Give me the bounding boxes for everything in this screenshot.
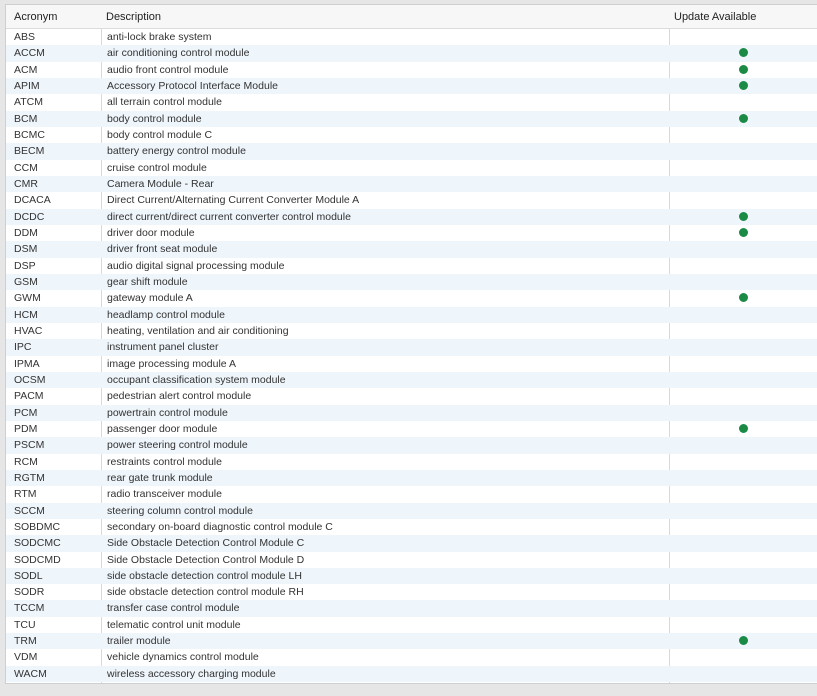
- acronym-cell: APIM: [14, 79, 40, 92]
- acronym-cell: SCCM: [14, 504, 45, 517]
- module-update-table: [5, 4, 817, 684]
- description-cell: audio digital signal processing module: [107, 259, 285, 272]
- table-row[interactable]: [6, 372, 817, 388]
- table-row[interactable]: [6, 62, 817, 78]
- acronym-cell: DSP: [14, 259, 36, 272]
- description-cell: rear gate trunk module: [107, 471, 213, 484]
- acronym-cell: DCACA: [14, 194, 51, 207]
- table-row[interactable]: [6, 552, 817, 568]
- description-cell: air conditioning control module: [107, 47, 250, 60]
- description-cell: direct current/direct current converter control module: [107, 210, 351, 223]
- acronym-cell: BCMC: [14, 128, 45, 141]
- table-row[interactable]: [6, 143, 817, 159]
- table-body: [6, 29, 817, 682]
- table-row[interactable]: [6, 176, 817, 192]
- acronym-cell: PSCM: [14, 439, 45, 452]
- table-row[interactable]: [6, 241, 817, 257]
- acronym-cell: HVAC: [14, 324, 43, 337]
- description-cell: transfer case control module: [107, 602, 240, 615]
- description-cell: battery energy control module: [107, 145, 246, 158]
- header-update-available[interactable]: Update Available: [674, 11, 757, 23]
- table-row[interactable]: [6, 584, 817, 600]
- acronym-cell: DCDC: [14, 210, 45, 223]
- update-available-indicator-icon: [739, 48, 748, 57]
- table-row[interactable]: [6, 209, 817, 225]
- description-cell: radio transceiver module: [107, 488, 222, 501]
- description-cell: image processing module A: [107, 357, 236, 370]
- acronym-cell: GWM: [14, 292, 41, 305]
- table-row[interactable]: [6, 617, 817, 633]
- description-cell: wireless accessory charging module: [107, 667, 276, 680]
- acronym-cell: DSM: [14, 243, 38, 256]
- table-row[interactable]: [6, 290, 817, 306]
- table-row[interactable]: [6, 633, 817, 649]
- acronym-cell: TCCM: [14, 602, 45, 615]
- update-available-indicator-icon: [739, 424, 748, 433]
- description-cell: Direct Current/Alternating Current Converter Module A: [107, 194, 360, 207]
- update-available-indicator-icon: [739, 293, 748, 302]
- table-row[interactable]: [6, 45, 817, 61]
- table-row[interactable]: [6, 258, 817, 274]
- acronym-cell: RGTM: [14, 471, 45, 484]
- update-available-indicator-icon: [739, 212, 748, 221]
- description-cell: restraints control module: [107, 455, 222, 468]
- table-row[interactable]: [6, 192, 817, 208]
- acronym-cell: PACM: [14, 390, 44, 403]
- table-row[interactable]: [6, 127, 817, 143]
- update-available-indicator-icon: [739, 228, 748, 237]
- table-row[interactable]: [6, 307, 817, 323]
- acronym-cell: ABS: [14, 31, 36, 43]
- description-cell: all terrain control module: [107, 96, 222, 109]
- table-row[interactable]: [6, 437, 817, 453]
- description-cell: instrument panel cluster: [107, 341, 219, 354]
- acronym-cell: IPMA: [14, 357, 40, 370]
- acronym-cell: GSM: [14, 275, 38, 288]
- description-cell: telematic control unit module: [107, 618, 241, 631]
- update-available-indicator-icon: [739, 114, 748, 123]
- acronym-cell: ACM: [14, 63, 38, 76]
- update-available-indicator-icon: [739, 65, 748, 74]
- description-cell: body control module C: [107, 128, 213, 141]
- table-row[interactable]: [6, 503, 817, 519]
- acronym-cell: CMR: [14, 177, 38, 190]
- description-cell: secondary on-board diagnostic control module C: [107, 520, 333, 533]
- table-row[interactable]: [6, 356, 817, 372]
- description-cell: Accessory Protocol Interface Module: [107, 79, 278, 92]
- acronym-cell: BCM: [14, 112, 38, 125]
- acronym-cell: SODR: [14, 586, 45, 599]
- table-row[interactable]: [6, 519, 817, 535]
- description-cell: pedestrian alert control module: [107, 390, 252, 403]
- description-cell: Camera Module - Rear: [107, 177, 214, 190]
- table-row[interactable]: [6, 274, 817, 290]
- description-cell: heating, ventilation and air conditioning: [107, 324, 289, 337]
- update-available-indicator-icon: [739, 636, 748, 645]
- table-row[interactable]: [6, 29, 817, 45]
- acronym-cell: OCSM: [14, 373, 46, 386]
- table-row[interactable]: [6, 568, 817, 584]
- description-cell: cruise control module: [107, 161, 207, 174]
- table-row[interactable]: [6, 78, 817, 94]
- description-cell: Side Obstacle Detection Control Module D: [107, 553, 305, 566]
- header-description[interactable]: Description: [106, 11, 162, 23]
- acronym-cell: SODCMC: [14, 537, 61, 550]
- table-row[interactable]: [6, 94, 817, 110]
- table-header: [6, 5, 817, 29]
- acronym-cell: WACM: [14, 667, 47, 680]
- acronym-cell: IPC: [14, 341, 32, 354]
- table-row[interactable]: [6, 160, 817, 176]
- acronym-cell: SODCMD: [14, 553, 61, 566]
- description-cell: audio front control module: [107, 63, 229, 76]
- description-cell: occupant classification system module: [107, 373, 286, 386]
- acronym-cell: SODL: [14, 569, 43, 582]
- description-cell: steering column control module: [107, 504, 253, 517]
- acronym-cell: VDM: [14, 651, 38, 664]
- table-row[interactable]: [6, 649, 817, 665]
- description-cell: trailer module: [107, 635, 171, 648]
- description-cell: anti-lock brake system: [107, 31, 212, 43]
- acronym-cell: PDM: [14, 422, 38, 435]
- description-cell: powertrain control module: [107, 406, 228, 419]
- description-cell: gear shift module: [107, 275, 188, 288]
- description-cell: passenger door module: [107, 422, 218, 435]
- header-acronym[interactable]: Acronym: [14, 11, 58, 23]
- acronym-cell: RTM: [14, 488, 37, 501]
- table-row[interactable]: [6, 486, 817, 502]
- acronym-cell: ATCM: [14, 96, 43, 109]
- description-cell: gateway module A: [107, 292, 193, 305]
- table-row[interactable]: [6, 666, 817, 682]
- description-cell: power steering control module: [107, 439, 248, 452]
- table-row[interactable]: [6, 600, 817, 616]
- description-cell: side obstacle detection control module RH: [107, 586, 304, 599]
- table-row[interactable]: [6, 323, 817, 339]
- acronym-cell: TRM: [14, 635, 37, 648]
- acronym-cell: ACCM: [14, 47, 45, 60]
- acronym-cell: HCM: [14, 308, 38, 321]
- table-row[interactable]: [6, 339, 817, 355]
- acronym-cell: DDM: [14, 226, 38, 239]
- table-row[interactable]: [6, 470, 817, 486]
- description-cell: driver front seat module: [107, 243, 218, 256]
- update-available-indicator-icon: [739, 81, 748, 90]
- description-cell: headlamp control module: [107, 308, 225, 321]
- description-cell: vehicle dynamics control module: [107, 651, 259, 664]
- description-cell: Side Obstacle Detection Control Module C: [107, 537, 305, 550]
- acronym-cell: SOBDMC: [14, 520, 61, 533]
- table-row[interactable]: [6, 388, 817, 404]
- table-row[interactable]: [6, 405, 817, 421]
- table-row[interactable]: [6, 225, 817, 241]
- acronym-cell: CCM: [14, 161, 38, 174]
- acronym-cell: RCM: [14, 455, 38, 468]
- table-row[interactable]: [6, 111, 817, 127]
- table-row[interactable]: [6, 421, 817, 437]
- acronym-cell: PCM: [14, 406, 38, 419]
- table-row[interactable]: [6, 454, 817, 470]
- description-cell: driver door module: [107, 226, 195, 239]
- description-cell: side obstacle detection control module LH: [107, 569, 302, 582]
- acronym-cell: TCU: [14, 618, 36, 631]
- description-cell: body control module: [107, 112, 202, 125]
- table-row[interactable]: [6, 535, 817, 551]
- acronym-cell: BECM: [14, 145, 45, 158]
